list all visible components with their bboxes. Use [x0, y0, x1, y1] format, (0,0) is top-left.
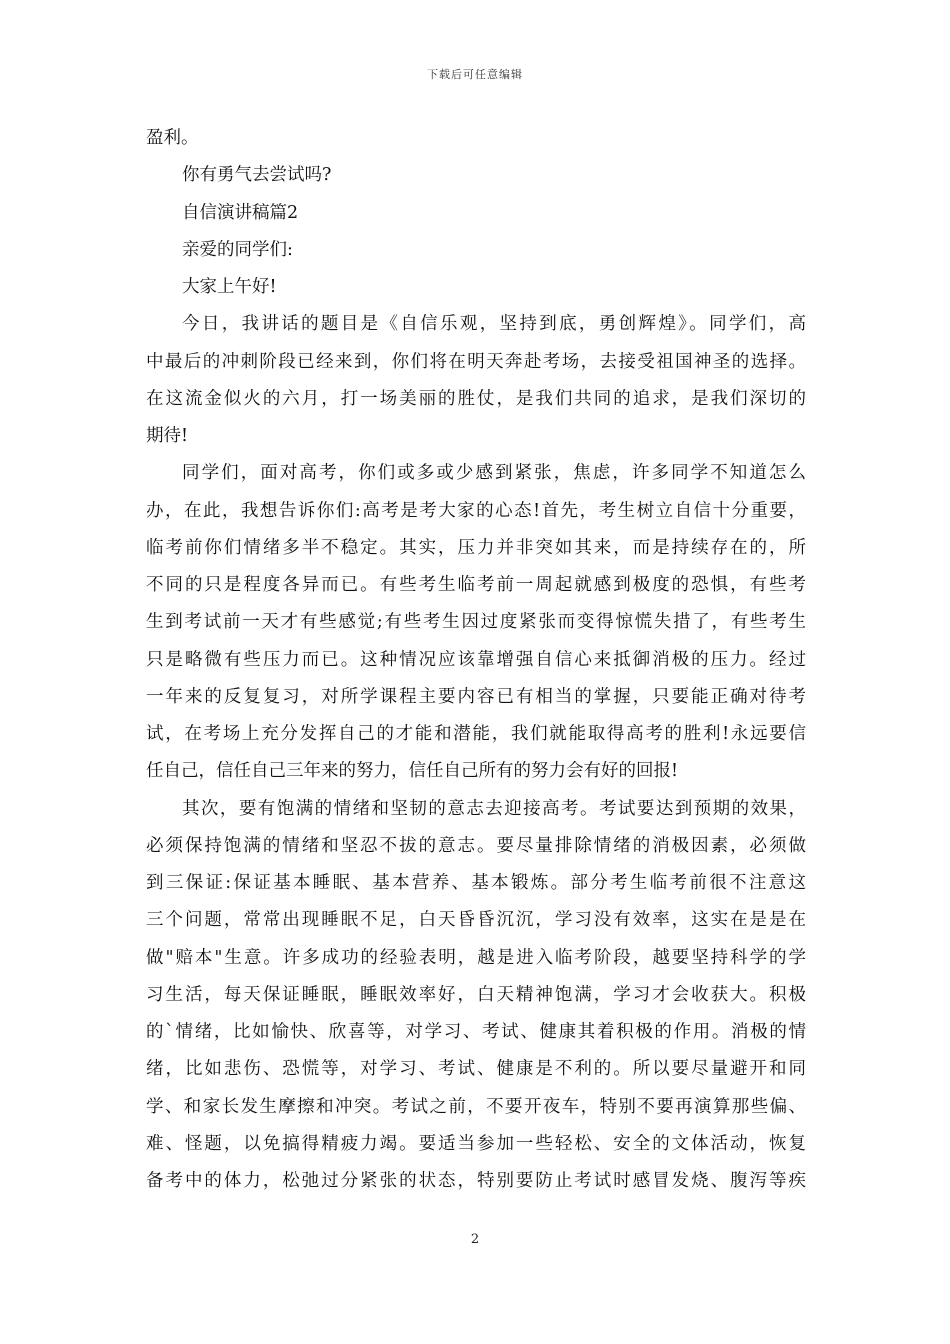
section-heading: 自信演讲稿篇2: [182, 202, 299, 223]
text-line: 到三保证:保证基本睡眠、基本营养、基本锻炼。部分考生临考前很不注意这: [146, 873, 806, 893]
text-line: 其次，要有饱满的情绪和坚韧的意志去迎接高考。考试要达到预期的效果，: [182, 798, 806, 819]
page-number: 2: [470, 1232, 480, 1247]
page-header: 下载后可任意编辑: [427, 68, 523, 81]
text-line: 学、和家长发生摩擦和冲突。考试之前，不要开夜车，特别不要再演算那些偏、: [146, 1096, 806, 1117]
text-line: 一年来的反复复习，对所学课程主要内容已有相当的掌握，只要能正确对待考: [146, 686, 806, 707]
text-line: 必须保持饱满的情绪和坚忍不拔的意志。要尽量排除情绪的消极因素，必须做: [146, 835, 806, 856]
text-line: 同学们，面对高考，你们或多或少感到紧张，焦虑，许多同学不知道怎么: [182, 463, 806, 484]
text-line: 你有勇气去尝试吗?: [182, 165, 332, 186]
text-line: 备考中的体力，松弛过分紧张的状态，特别要防止考试时感冒发烧、腹泻等疾: [146, 1171, 806, 1191]
text-line: 期待!: [146, 426, 189, 446]
text-line: 只是略微有些压力而已。这种情况应该靠增强自信心来抵御消极的压力。经过: [146, 649, 806, 670]
text-line: 在这流金似火的六月，打一场美丽的胜仗，是我们共同的追求，是我们深切的: [146, 388, 806, 409]
text-line: 难、怪题，以免搞得精疲力竭。要适当参加一些轻松、安全的文体活动，恢复: [146, 1133, 806, 1154]
text-line: 生到考试前一天才有些感觉;有些考生因过度紧张而变得惊慌失措了，有些考生: [146, 612, 806, 633]
text-line: 任自己，信任自己三年来的努力，信任自己所有的努力会有好的回报!: [146, 761, 679, 782]
greeting: 大家上午好!: [182, 277, 277, 297]
salutation: 亲爱的同学们:: [182, 239, 293, 260]
text-line: 三个问题，常常出现睡眠不足，白天昏昏沉沉，学习没有效率，这实在是是在: [146, 910, 806, 931]
text-line: 绪，比如悲伤、恐慌等，对学习、考试、健康是不利的。所以要尽量避开和同: [146, 1059, 806, 1080]
text-line: 临考前你们情绪多半不稳定。其实，压力并非突如其来，而是持续存在的，所: [146, 537, 806, 558]
text-line: 不同的只是程度各异而已。有些考生临考前一周起就感到极度的恐惧，有些考: [146, 575, 806, 595]
text-line: 试，在考场上充分发挥自己的才能和潜能，我们就能取得高考的胜利!永远要信: [146, 724, 806, 744]
text-line: 盈利。: [146, 128, 199, 148]
text-line: 习生活，每天保证睡眠，睡眠效率好，白天精神饱满，学习才会收获大。积极: [146, 984, 806, 1005]
text-line: 的`情绪，比如愉快、欣喜等，对学习、考试、健康其着积极的作用。消极的情: [146, 1022, 806, 1042]
text-line: 中最后的冲刺阶段已经来到，你们将在明天奔赴考场，去接受祖国神圣的选择。: [146, 351, 806, 372]
text-line: 今日，我讲话的题目是《自信乐观，坚持到底，勇创辉煌》。同学们，高: [182, 314, 806, 335]
document-body: [146, 120, 806, 1200]
text-line: 做"赔本"生意。许多成功的经验表明，越是进入临考阶段，越要坚持科学的学: [146, 947, 806, 968]
text-line: 办，在此，我想告诉你们:高考是考大家的心态!首先，考生树立自信十分重要，: [146, 500, 806, 521]
